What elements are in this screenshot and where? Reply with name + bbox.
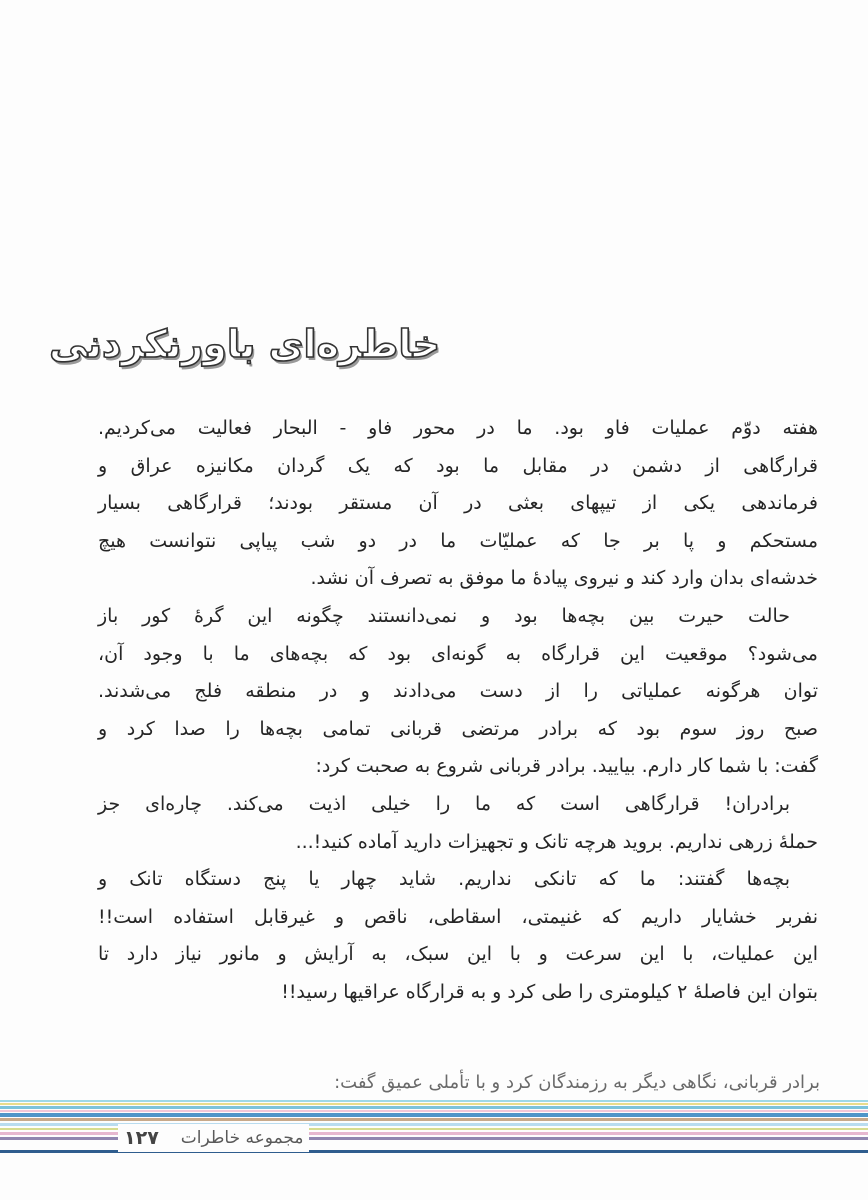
text-line: بتوان این فاصلهٔ ۲ کیلومتری را طی کرد و به قرارگاه عراقیها رسید!!	[281, 980, 818, 1003]
stripe	[0, 1113, 868, 1117]
text-line: فرماندهی یکی از تیپهای بعثی در آن مستقر بودند؛ قرارگاهی بسیار	[98, 492, 818, 515]
text-line: مستحکم و پا بر جا که عملیّات ما در دو شب پیاپی نتوانست هیچ	[98, 529, 818, 552]
text-line: نفربر خشایار داریم که غنیمتی، اسقاطی، ناقص و غیرقابل استفاده است!!	[98, 905, 818, 928]
text-line: می‌شود؟ موقعیت این قرارگاه به گونه‌ای بود که بچه‌های ما با وجود آن،	[98, 642, 818, 665]
text-line: هفته دوّم عملیات فاو بود. ما در محور فاو - البحار فعالیت می‌کردیم.	[98, 417, 818, 439]
text-line: بچه‌ها گفتند: ما که تانکی نداریم. شاید چهار یا پنج دستگاه تانک و	[98, 868, 790, 891]
chapter-title: خاطره‌ای باورنکردنی	[49, 322, 440, 366]
body-text	[98, 410, 818, 1012]
stripe	[0, 1118, 868, 1121]
text-line: حملهٔ زرهی نداریم. بروید هرچه تانک و تجهیزات دارید آماده کنید!...	[295, 830, 818, 853]
stripe	[0, 1110, 868, 1112]
text-line: صبح روز سوم بود که برادر مرتضی قربانی تمامی بچه‌ها را صدا کرد و	[98, 717, 818, 740]
page-number: ۱۲۷	[124, 1127, 159, 1149]
book-title: مجموعه خاطرات	[180, 1128, 304, 1148]
text-line: این عملیات، با این سرعت و با این سبک، به آرایش و مانور نیاز دارد تا	[98, 943, 818, 966]
stripe	[0, 1106, 868, 1109]
page-footer	[118, 1124, 309, 1152]
stripe	[0, 1100, 868, 1102]
continuation-line: برادر قربانی، نگاهی دیگر به رزمندگان کرد و با تأملی عمیق گفت:	[334, 1072, 820, 1093]
text-line: حالت حیرت بین بچه‌ها بود و نمی‌دانستند چگونه این گرهٔ کور باز	[98, 604, 790, 627]
text-line: قرارگاهی از دشمن در مقابل ما بود که یک گردان مکانیزه عراق و	[98, 454, 818, 477]
stripe	[0, 1103, 868, 1105]
text-line: گفت: با شما کار دارم. بیایید. برادر قربانی شروع به صحبت کرد:	[315, 755, 818, 778]
text-line: برادران! قرارگاهی است که ما را خیلی اذیت می‌کند. چاره‌ای جز	[98, 792, 790, 815]
text-line: خدشه‌ای بدان وارد کند و نیروی پیادهٔ ما موفق به تصرف آن نشد.	[310, 567, 818, 590]
text-line: توان هرگونه عملیاتی را از دست می‌دادند و در منطقه فلج می‌شدند.	[98, 680, 818, 703]
